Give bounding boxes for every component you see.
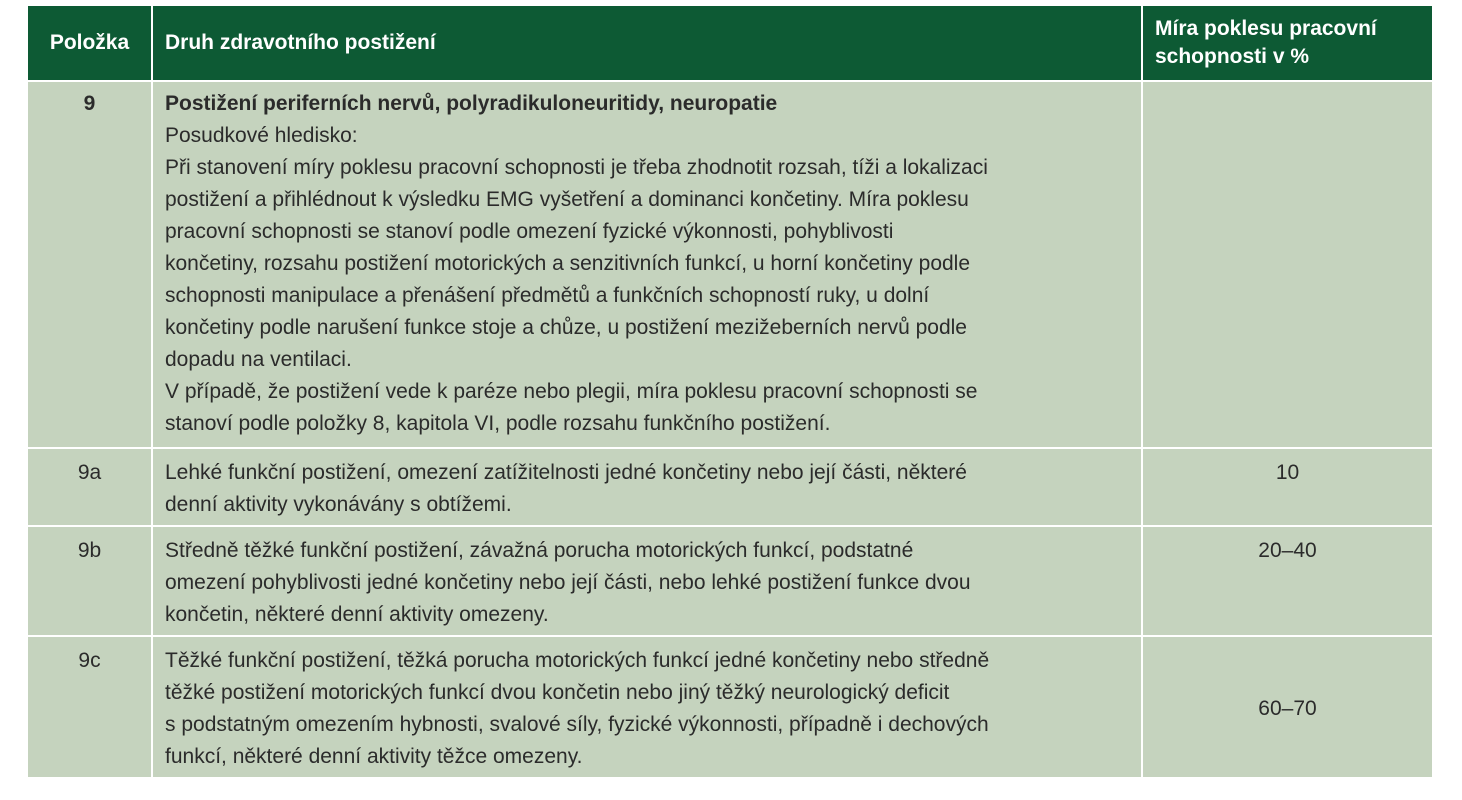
- row-description: [152, 81, 1142, 448]
- row-percent: 60–70: [1142, 636, 1432, 777]
- row-percent: 10: [1142, 448, 1432, 526]
- row-percent: [1142, 81, 1432, 448]
- row-line: končetiny, rozsahu postižení motorických a senzitivních funkcí, u horní končetiny podle: [165, 252, 971, 275]
- row-line: s podstatným omezením hybnosti, svalové síly, fyzické výkonnosti, případně i dechových: [165, 713, 989, 736]
- row-line: Lehké funkční postižení, omezení zatížitelnosti jedné končetiny nebo její části, některé: [165, 461, 967, 484]
- row-line: pracovní schopnosti se stanoví podle omezení fyzické výkonnosti, pohyblivosti: [165, 220, 894, 243]
- disability-table-container: [28, 6, 1432, 777]
- table-row: [28, 526, 1432, 636]
- table-body: [28, 81, 1432, 777]
- row-line: končetin, některé denní aktivity omezeny.: [165, 603, 549, 626]
- row-title: Postižení periferních nervů, polyradikuloneuritidy, neuropatie: [165, 92, 778, 115]
- header-row: [28, 6, 1432, 81]
- row-item: 9a: [28, 448, 152, 526]
- disability-table: [28, 6, 1432, 777]
- row-item: 9c: [28, 636, 152, 777]
- table-header: [28, 6, 1432, 81]
- row-line: schopnosti manipulace a přenášení předmětů a funkčních schopností ruky, u dolní: [165, 284, 930, 307]
- row-line: funkcí, některé denní aktivity těžce omezeny.: [165, 745, 583, 768]
- row-percent: 20–40: [1142, 526, 1432, 636]
- row-line: V případě, že postižení vede k paréze nebo plegii, míra poklesu pracovní schopnosti se: [165, 380, 978, 403]
- table-row: [28, 636, 1432, 777]
- header-type: Druh zdravotního postižení: [152, 6, 1142, 81]
- header-percent-line1: Míra poklesu pracovní: [1155, 17, 1377, 40]
- row-line: Posudkové hledisko:: [165, 124, 358, 147]
- row-line: denní aktivity vykonávány s obtížemi.: [165, 493, 512, 516]
- header-item: Položka: [28, 6, 152, 81]
- row-line: postižení a přihlédnout k výsledku EMG vyšetření a dominanci končetiny. Míra poklesu: [165, 188, 969, 211]
- row-line: těžké postižení motorických funkcí dvou končetin nebo jiný těžký neurologický deficit: [165, 681, 950, 704]
- row-description: [152, 526, 1142, 636]
- row-item: 9: [28, 81, 152, 448]
- header-percent: [1142, 6, 1432, 81]
- row-line: Při stanovení míry poklesu pracovní schopnosti je třeba zhodnotit rozsah, tíži a lokalizaci: [165, 156, 988, 179]
- row-description: [152, 636, 1142, 777]
- row-line: končetiny podle narušení funkce stoje a chůze, u postižení mezižeberních nervů podle: [165, 316, 967, 339]
- table-row: [28, 81, 1432, 448]
- header-percent-line2: schopnosti v %: [1155, 45, 1310, 68]
- table-row: [28, 448, 1432, 526]
- row-line: stanoví podle položky 8, kapitola VI, podle rozsahu funkčního postižení.: [165, 412, 831, 435]
- row-line: dopadu na ventilaci.: [165, 348, 352, 371]
- row-line: Středně těžké funkční postižení, závažná porucha motorických funkcí, podstatné: [165, 539, 914, 562]
- row-line: Těžké funkční postižení, těžká porucha motorických funkcí jedné končetiny nebo středně: [165, 649, 990, 672]
- row-line: omezení pohyblivosti jedné končetiny nebo její části, nebo lehké postižení funkce dvou: [165, 571, 971, 594]
- row-description: [152, 448, 1142, 526]
- row-item: 9b: [28, 526, 152, 636]
